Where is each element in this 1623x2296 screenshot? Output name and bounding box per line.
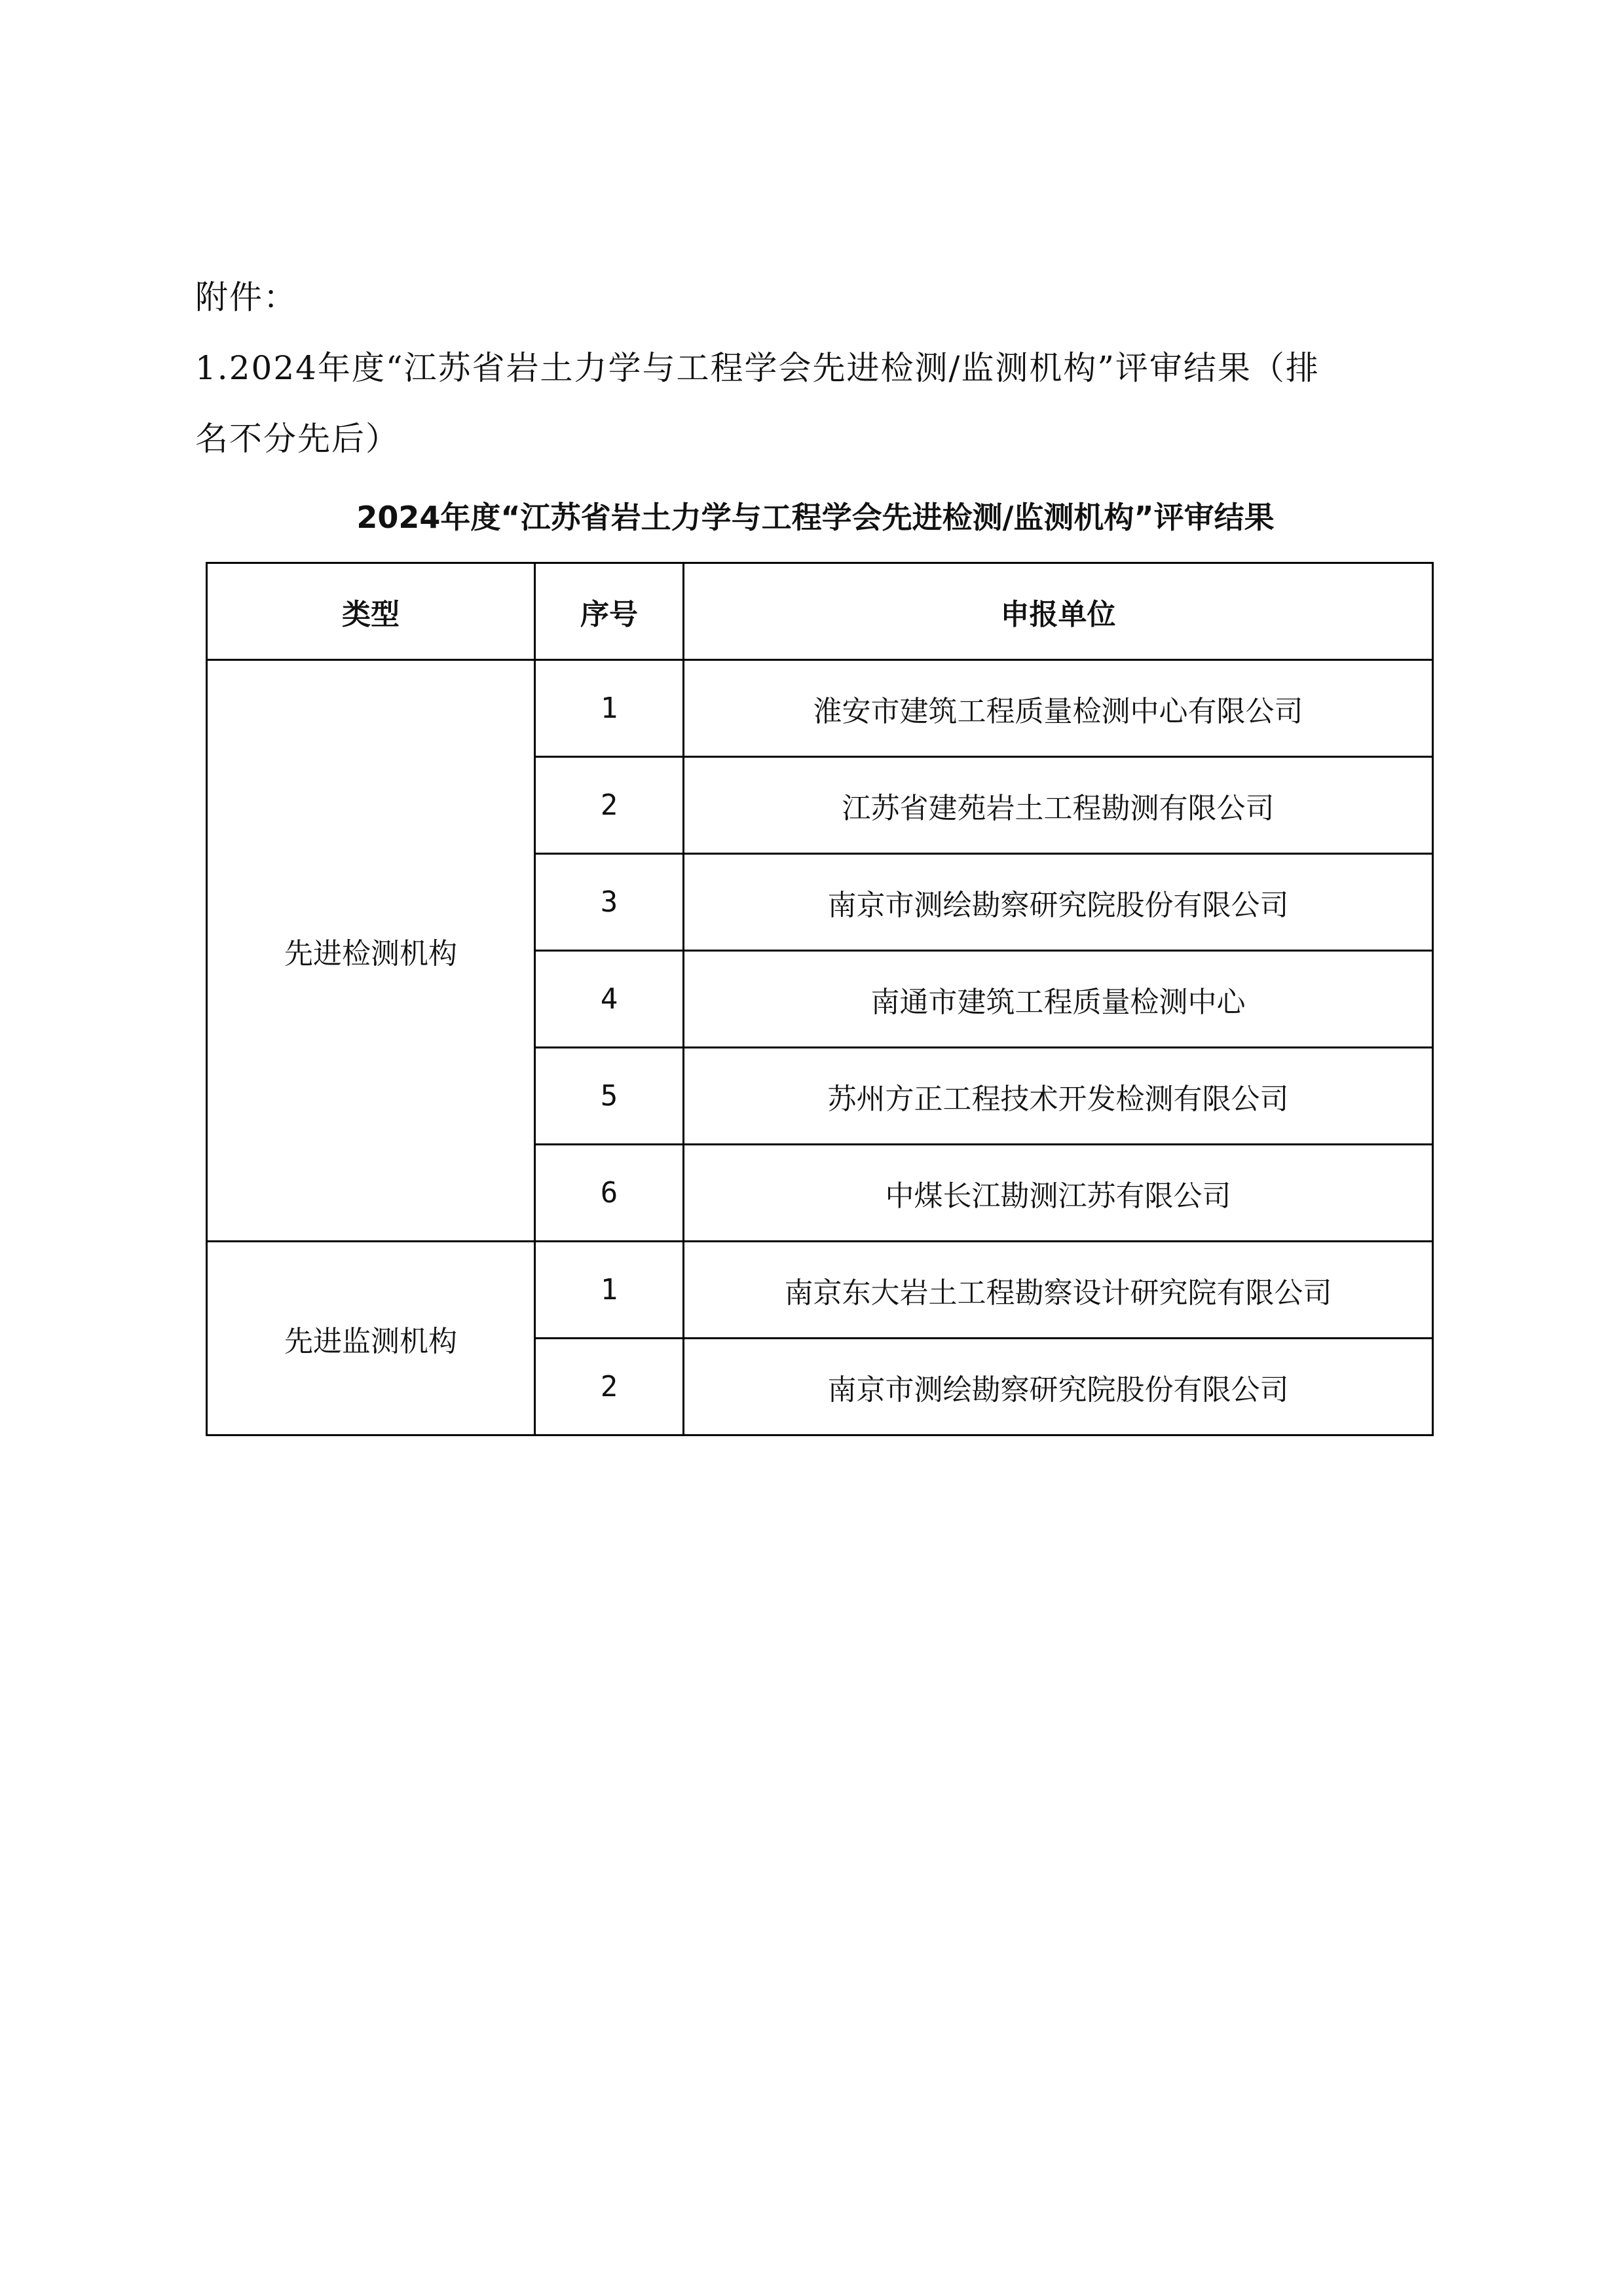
attachment-item-1: 1.2024年度“江苏省岩土力学与工程学会先进检测/监测机构”评审结果（排 bbox=[195, 349, 1320, 387]
table-header-row bbox=[207, 563, 1433, 660]
unit-cell: 淮安市建筑工程质量检测中心有限公司 bbox=[684, 660, 1433, 757]
seq-cell: 4 bbox=[535, 951, 684, 1048]
unit-cell: 南京市测绘勘察研究院股份有限公司 bbox=[684, 1339, 1433, 1435]
seq-cell: 1 bbox=[535, 1242, 684, 1339]
header-type: 类型 bbox=[207, 563, 535, 660]
seq-cell: 3 bbox=[535, 854, 684, 951]
table-row bbox=[207, 660, 1433, 757]
type-cell-monitoring: 先进监测机构 bbox=[207, 1242, 535, 1435]
unit-cell: 南京市测绘勘察研究院股份有限公司 bbox=[684, 854, 1433, 951]
header-seq: 序号 bbox=[535, 563, 684, 660]
seq-cell: 2 bbox=[535, 1339, 684, 1435]
attachment-intro bbox=[195, 262, 1440, 474]
attachment-label: 附件： bbox=[195, 278, 297, 316]
table-row bbox=[207, 1242, 1433, 1339]
seq-cell: 1 bbox=[535, 660, 684, 757]
results-table bbox=[206, 562, 1434, 1436]
unit-cell: 中煤长江勘测江苏有限公司 bbox=[684, 1145, 1433, 1242]
attachment-item-1-continued: 名不分先后） bbox=[195, 420, 400, 458]
unit-cell: 南通市建筑工程质量检测中心 bbox=[684, 951, 1433, 1048]
table-title: 2024年度“江苏省岩土力学与工程学会先进检测/监测机构”评审结果 bbox=[356, 500, 1275, 535]
seq-cell: 2 bbox=[535, 757, 684, 854]
header-unit: 申报单位 bbox=[684, 563, 1433, 660]
unit-cell: 南京东大岩土工程勘察设计研究院有限公司 bbox=[684, 1242, 1433, 1339]
type-cell-testing: 先进检测机构 bbox=[207, 660, 535, 1242]
seq-cell: 6 bbox=[535, 1145, 684, 1242]
seq-cell: 5 bbox=[535, 1048, 684, 1145]
unit-cell: 苏州方正工程技术开发检测有限公司 bbox=[684, 1048, 1433, 1145]
unit-cell: 江苏省建苑岩土工程勘测有限公司 bbox=[684, 757, 1433, 854]
